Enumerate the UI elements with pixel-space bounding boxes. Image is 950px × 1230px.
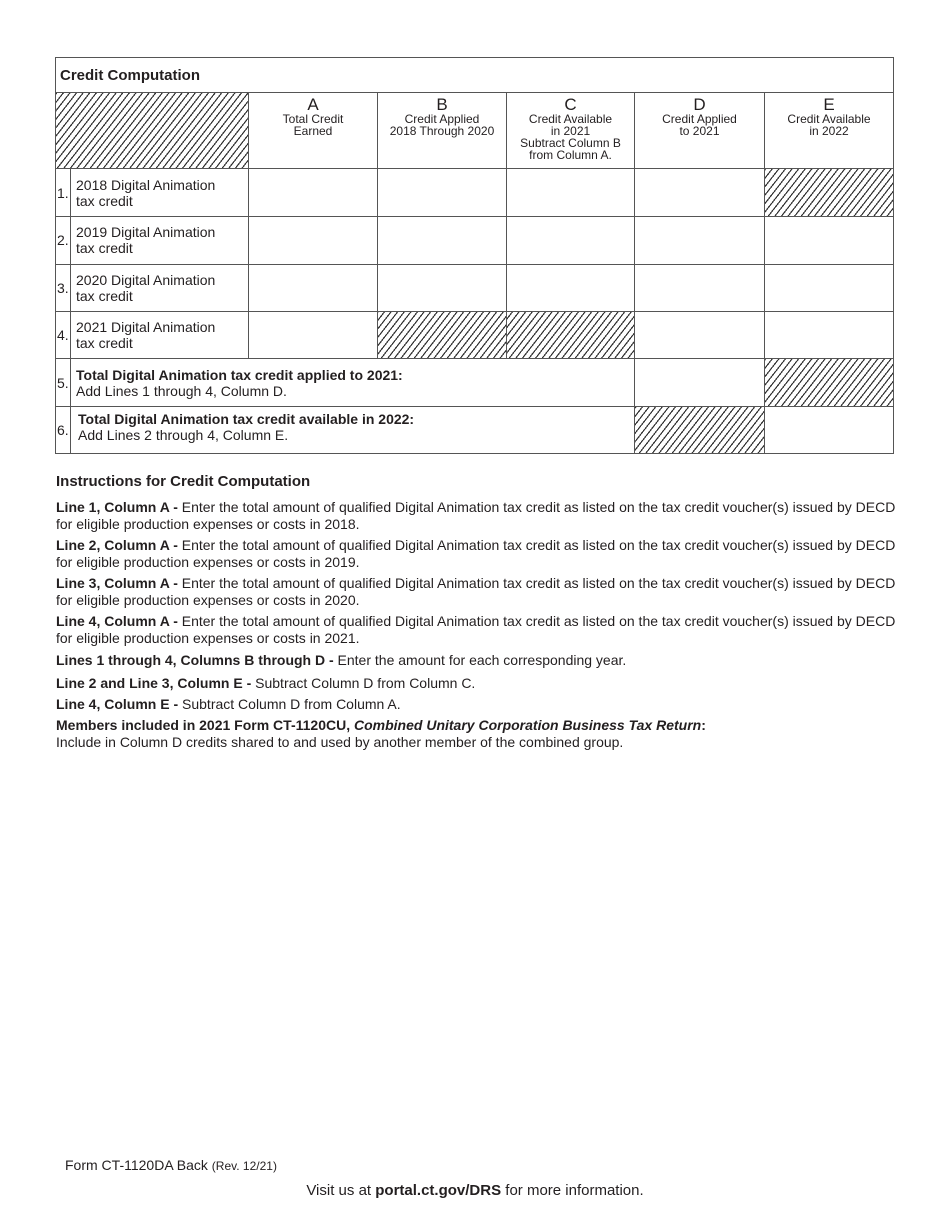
line-4-column-d-input[interactable] [635,312,764,358]
credit-computation-table [55,57,894,454]
line-4-description: 2021 Digital Animation tax credit [76,319,216,351]
shaded-cell-4b [378,312,506,358]
line-number-2: 2. [57,232,69,248]
column-header-d: D Credit Applied to 2021 [662,95,737,138]
drs-website-link[interactable]: portal.ct.gov/DRS [375,1182,502,1199]
column-header-b: B Credit Applied 2018 Through 2020 [389,95,495,138]
line-4-column-e-input[interactable] [765,312,893,358]
instructions-heading: Instructions for Credit Computation [56,473,311,490]
form-identifier: Form CT-1120DA Back (Rev. 12/21) [65,1157,277,1173]
line-1-description: 2018 Digital Animation tax credit [76,177,216,209]
website-footer: Visit us at portal.ct.gov/DRS for more information. [306,1182,644,1199]
line-2-description: 2019 Digital Animation tax credit [76,224,216,256]
line-number-3: 3. [57,280,69,296]
line-2-column-d-input[interactable] [635,217,764,264]
line-3-column-b-input[interactable] [378,265,506,311]
line-2-column-a-input[interactable] [249,217,377,264]
line-3-column-a-input[interactable] [249,265,377,311]
line-2-column-b-input[interactable] [378,217,506,264]
column-header-e: E Credit Available in 2022 [787,95,871,138]
divider [70,168,71,453]
shaded-header-cell [56,93,248,168]
instruction-line-2-3-column-e: Line 2 and Line 3, Column E - Subtract Column D from Column C. [56,675,476,691]
line-3-column-e-input[interactable] [765,265,893,311]
line-6-column-e-input[interactable] [765,407,893,453]
line-1-column-c-input[interactable] [507,169,634,216]
line-3-column-d-input[interactable] [635,265,764,311]
line-3-description: 2020 Digital Animation tax credit [76,272,216,304]
line-3-column-c-input[interactable] [507,265,634,311]
line-5-description: Total Digital Animation tax credit applied to 2021: Add Lines 1 through 4, Column D. [76,367,403,399]
table-title: Credit Computation [60,67,200,84]
column-header-c: C Credit Available in 2021 Subtract Column B from Column A. [520,95,621,162]
line-2-column-c-input[interactable] [507,217,634,264]
line-number-5: 5. [57,375,69,391]
instruction-members: Members included in 2021 Form CT-1120CU, Combined Unitary Corporation Business Tax Return: Include in Column D credits shared to and used by another member of the combined group. [56,717,706,750]
instruction-line-4-column-e: Line 4, Column E - Subtract Column D from Column A. [56,696,401,712]
line-1-column-d-input[interactable] [635,169,764,216]
line-number-1: 1. [57,185,69,201]
column-header-a: A Total Credit Earned [282,95,344,138]
instruction-line-1: Line 1, Column A - Enter the total amount of qualified Digital Animation tax credit as listed on the tax credit voucher(s) issued by DECD for eligible production expenses or costs in 2018. [56,499,896,532]
line-5-column-d-input[interactable] [635,359,764,406]
line-1-column-a-input[interactable] [249,169,377,216]
shaded-cell-6d [635,407,764,453]
instruction-line-4: Line 4, Column A - Enter the total amount of qualified Digital Animation tax credit as listed on the tax credit voucher(s) issued by DECD for eligible production expenses or costs in 2021. [56,613,896,646]
shaded-cell-5e [765,359,893,406]
line-1-column-b-input[interactable] [378,169,506,216]
instruction-line-2: Line 2, Column A - Enter the total amount of qualified Digital Animation tax credit as listed on the tax credit voucher(s) issued by DECD for eligible production expenses or costs in 2019. [56,537,896,570]
line-number-6: 6. [57,422,69,438]
line-6-description: Total Digital Animation tax credit available in 2022: Add Lines 2 through 4, Column E. [78,411,415,443]
line-4-column-a-input[interactable] [249,312,377,358]
line-2-column-e-input[interactable] [765,217,893,264]
instruction-lines-1-4: Lines 1 through 4, Columns B through D - Enter the amount for each corresponding year. [56,652,627,668]
instruction-line-3: Line 3, Column A - Enter the total amount of qualified Digital Animation tax credit as listed on the tax credit voucher(s) issued by DECD for eligible production expenses or costs in 2020. [56,575,896,608]
shaded-cell-4c [507,312,634,358]
shaded-cell-1e [765,169,893,216]
line-number-4: 4. [57,327,69,343]
